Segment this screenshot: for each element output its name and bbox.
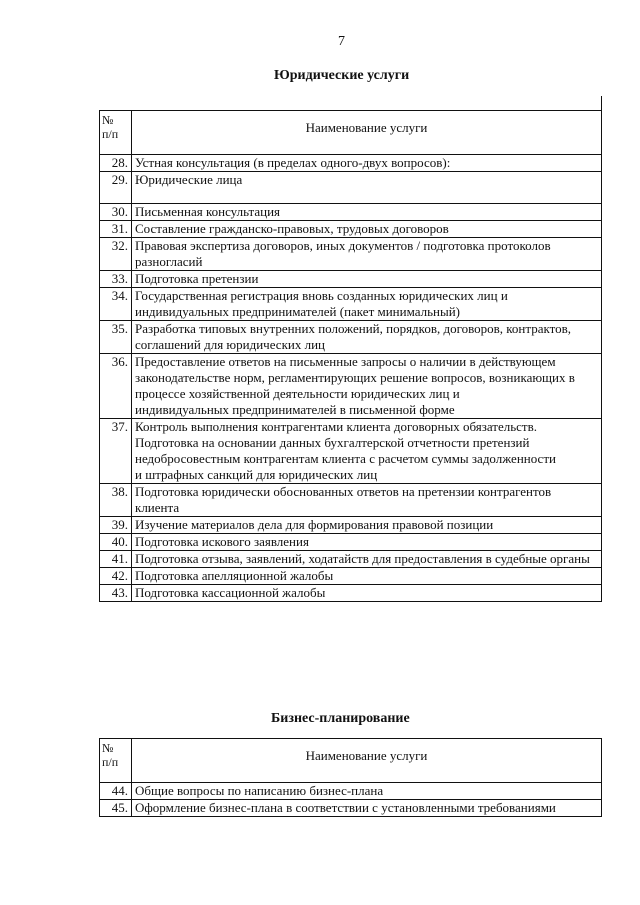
service-name: Подготовка претензии <box>132 271 602 288</box>
row-number: 36. <box>100 354 132 419</box>
header-number-cell: № п/п <box>100 739 132 783</box>
table-row <box>100 271 602 288</box>
row-number: 40. <box>100 534 132 551</box>
table-row <box>100 585 602 602</box>
table-row <box>100 534 602 551</box>
row-number: 41. <box>100 551 132 568</box>
table-row <box>100 484 602 517</box>
header-name-cell: Наименование услуги <box>132 111 602 155</box>
row-number: 31. <box>100 221 132 238</box>
service-name: Письменная консультация <box>132 204 602 221</box>
row-number: 39. <box>100 517 132 534</box>
service-name: Разработка типовых внутренних положений, порядков, договоров, контрактов, соглашений для юридических лиц <box>132 321 602 354</box>
table-row <box>100 321 602 354</box>
row-number: 30. <box>100 204 132 221</box>
service-name: Составление гражданско-правовых, трудовых договоров <box>132 221 602 238</box>
row-number: 34. <box>100 288 132 321</box>
row-number: 35. <box>100 321 132 354</box>
header-name-cell: Наименование услуги <box>132 739 602 783</box>
row-number: 43. <box>100 585 132 602</box>
table-row <box>100 221 602 238</box>
service-name: Оформление бизнес-плана в соответствии с установленными требованиями <box>132 800 602 817</box>
service-name: Подготовка юридически обоснованных ответов на претензии контрагентов клиента <box>132 484 602 517</box>
legal-services-table-body <box>100 111 602 602</box>
row-number: 29. <box>100 172 132 204</box>
table-row <box>100 568 602 585</box>
service-name: Контроль выполнения контрагентами клиента договорных обязательств. Подготовка на основании данных бухгалтерской отчетности претензий недобросовестным контрагентам клиента с расчетом суммы задолженности и штрафных санкций для юридических лиц <box>132 419 602 484</box>
business-planning-table <box>99 738 602 817</box>
table-header-row <box>100 739 602 783</box>
service-name: Подготовка отзыва, заявлений, ходатайств для предоставления в судебные органы <box>132 551 602 568</box>
service-name: Подготовка апелляционной жалобы <box>132 568 602 585</box>
table-row <box>100 419 602 484</box>
row-number: 45. <box>100 800 132 817</box>
service-name: Правовая экспертиза договоров, иных документов / подготовка протоколов разногласий <box>132 238 602 271</box>
table-row <box>100 172 602 204</box>
legal-services-table <box>99 110 602 602</box>
service-name: Подготовка искового заявления <box>132 534 602 551</box>
section-title-legal-services: Юридические услуги <box>274 68 410 83</box>
row-number: 37. <box>100 419 132 484</box>
row-number: 44. <box>100 783 132 800</box>
table-row <box>100 517 602 534</box>
table-row <box>100 783 602 800</box>
row-number: 32. <box>100 238 132 271</box>
row-number: 33. <box>100 271 132 288</box>
table-row <box>100 551 602 568</box>
row-number: 38. <box>100 484 132 517</box>
service-name: Устная консультация (в пределах одного-двух вопросов): <box>132 155 602 172</box>
section-title-business-planning: Бизнес-планирование <box>271 711 410 726</box>
row-number: 28. <box>100 155 132 172</box>
table-row <box>100 238 602 271</box>
service-name: Изучение материалов дела для формирования правовой позиции <box>132 517 602 534</box>
page-number: 7 <box>338 34 345 49</box>
service-name: Предоставление ответов на письменные запросы о наличии в действующем законодательстве норм, регламентирующих решение вопросов, возникающих в процессе хозяйственной деятельности юридических лиц и индивидуальных предпринимателей в письменной форме <box>132 354 602 419</box>
table-row <box>100 354 602 419</box>
table-row <box>100 800 602 817</box>
header-number-cell: № п/п <box>100 111 132 155</box>
service-name: Государственная регистрация вновь созданных юридических лиц и индивидуальных предпринимателей (пакет минимальный) <box>132 288 602 321</box>
service-name: Общие вопросы по написанию бизнес-плана <box>132 783 602 800</box>
table-header-row <box>100 111 602 155</box>
row-number: 42. <box>100 568 132 585</box>
table-row <box>100 288 602 321</box>
business-planning-table-body <box>100 739 602 817</box>
service-name: Юридические лица <box>132 172 602 204</box>
table-row <box>100 204 602 221</box>
table-row <box>100 155 602 172</box>
service-name: Подготовка кассационной жалобы <box>132 585 602 602</box>
